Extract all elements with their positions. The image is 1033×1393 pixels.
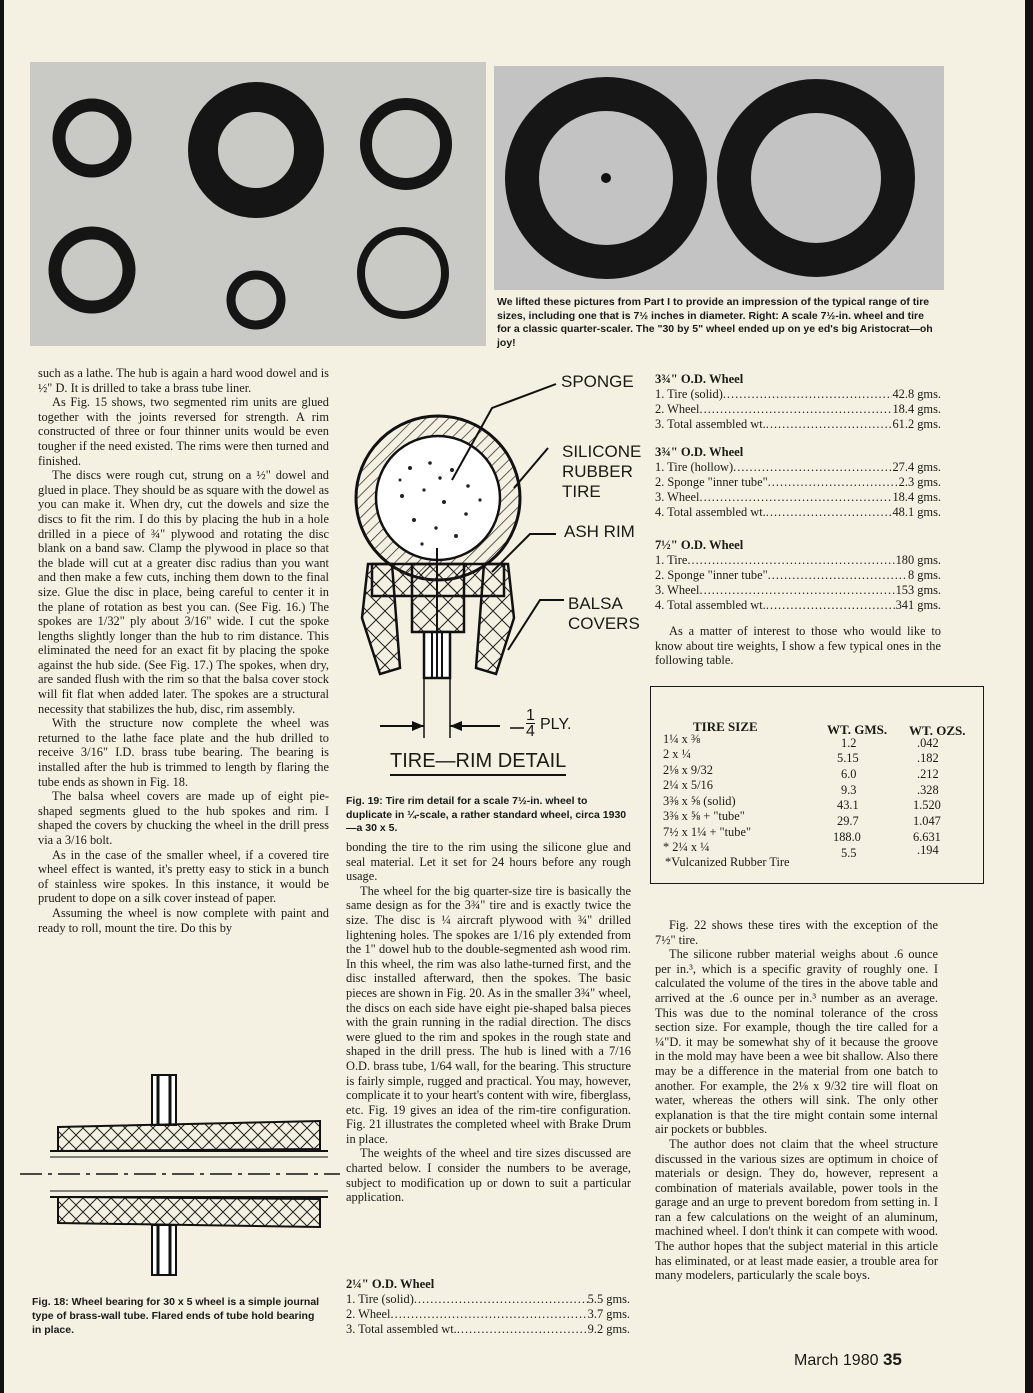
right-text-column xyxy=(655,918,938,1283)
fig19-title: TIRE—RIM DETAIL xyxy=(390,750,566,776)
tires-photo-left xyxy=(30,62,486,346)
weight-row xyxy=(655,490,941,505)
table-cell-size: 7½ x 1¼ + "tube" xyxy=(663,825,751,839)
weights-title: 3¾" O.D. Wheel xyxy=(655,372,744,386)
paragraph: Assuming the wheel is now complete with paint and ready to roll, mount the tire. Do this by xyxy=(38,905,329,935)
weight-label: 1. Tire (hollow) xyxy=(655,460,734,474)
weight-row xyxy=(655,583,941,598)
table-cell-ozs: 1.047 xyxy=(913,814,941,828)
leader-dots xyxy=(700,583,896,598)
table-cell-ozs: 1.520 xyxy=(913,798,941,812)
weights-2-25-wheel xyxy=(346,1277,630,1337)
fig19-label-sponge: SPONGE xyxy=(561,372,634,391)
table-header-tire-size: TIRE SIZE xyxy=(693,719,758,734)
fig19-label-silicone-line3: TIRE xyxy=(562,482,601,501)
paragraph: As a matter of interest to those who would like to know about tire weights, I show a few typical ones in the following table. xyxy=(655,624,941,668)
table-cell-gms: 9.3 xyxy=(841,783,857,797)
leader-dots xyxy=(700,402,893,417)
weight-label: 2. Sponge "inner tube" xyxy=(655,475,768,489)
leader-dots xyxy=(723,387,893,402)
weight-value: 18.4 gms. xyxy=(892,490,941,504)
tire-weights-table xyxy=(650,686,984,884)
weight-row xyxy=(655,387,941,402)
weights-3-75-hollow xyxy=(655,445,941,520)
fig18-drawing xyxy=(20,1065,340,1290)
table-header-wt-gms: WT. GMS. xyxy=(827,722,888,737)
fig19-ply-numerator: 1 xyxy=(526,707,535,724)
weight-value: 61.2 gms. xyxy=(892,417,941,431)
paragraph: The weights of the wheel and tire sizes discussed are charted below. I consider the numbers to be average, subject to modification up or down to suit a particular application. xyxy=(346,1146,631,1205)
paragraph: The silicone rubber material weighs about .6 ounce per in.³, which is a specific gravity of roughly one. I calculated the volume of the tires in the above table and arrived at the .6 ounce per in.³ number as an average. This was due to the nominal tolerance of the cross section size. For example, though the tire called for a ¼"D. it may be somewhat shy of it because the groove in the mold may have been a wee bit shallow. Also there may be a difference in the material from one batch to another. For example, the 2⅛ x 9/32 tire will float on water, whereas the others will sink. The only other explanation is that the tire might contain some internal air pockets or bubbles. xyxy=(655,947,938,1137)
weight-row xyxy=(346,1322,630,1337)
weight-label: 3. Total assembled wt. xyxy=(346,1322,457,1336)
weight-label: 2. Wheel xyxy=(346,1307,391,1321)
table-cell-gms: 1.2 xyxy=(841,736,857,750)
table-cell-gms: 6.0 xyxy=(841,767,857,781)
leader-dots xyxy=(687,553,895,568)
leader-dots xyxy=(391,1307,588,1322)
table-cell-gms: 29.7 xyxy=(837,814,859,828)
tire-table-body xyxy=(651,687,983,883)
table-cell-size: 2 x ¼ xyxy=(663,747,691,761)
weight-value: 9.2 gms. xyxy=(587,1322,630,1336)
leader-dots xyxy=(766,505,893,520)
weight-row xyxy=(655,460,941,475)
table-cell-size: 2⅛ x 9/32 xyxy=(663,763,713,777)
weight-label: 3. Wheel xyxy=(655,490,700,504)
weight-label: 1. Tire xyxy=(655,553,688,567)
table-cell-ozs: .182 xyxy=(917,751,939,765)
weight-row xyxy=(655,402,941,417)
page-number: 35 xyxy=(882,1350,902,1369)
weight-label: 4. Total assembled wt. xyxy=(655,598,766,612)
weight-label: 3. Total assembled wt. xyxy=(655,417,766,431)
fig18-caption: Fig. 18: Wheel bearing for 30 x 5 wheel is a simple journal type of brass-wall tube. Flared ends of tube hold bearing in place. xyxy=(32,1296,320,1336)
table-cell-ozs: .212 xyxy=(917,767,939,781)
table-cell-size: 3⅜ x ⅝ (solid) xyxy=(663,794,736,808)
weight-row xyxy=(655,475,941,490)
table-cell-gms: 5.5 xyxy=(841,846,857,860)
paragraph: The discs were rough cut, strung on a ½" dowel and glued in place. They should be as square with the dowel as you can make it. When dry, cut the dowels and size the discs to fit the rim. I do this by placing the hub in a hole drilled in a piece of ¾" plywood and rotating the disc blank on a band saw. Clamp the plywood in place so that the blade will cut at a greater disc radius than you want and then make a few cuts, inching them down to the final size. Glue the disc in place, being careful to center it in the plane of rotation as best you can. (See Fig. 16.) The spokes are 1/32" ply about 3/16" wide. I cut the spoke lengths slightly longer than the hub to rim distance. This eliminated the need for an exact fit by placing the spoke against the hub side. (See Fig. 17.) The spokes, when dry, are sanded flush with the rim so that the balsa cover stock will fit flat when added later. The spokes are a structural necessity that stabilizes the hub, disc, rim assembly. xyxy=(38,468,329,716)
fig19-ply-fraction xyxy=(526,708,535,739)
table-cell-size: 1¼ x ⅜ xyxy=(663,732,701,746)
fig19-label-balsa xyxy=(568,594,640,634)
weights-7-5-wheel xyxy=(655,538,941,613)
weights-title: 7½" O.D. Wheel xyxy=(655,538,744,552)
paragraph: bonding the tire to the rim using the silicone glue and seal material. Let it set for 24 hours before any rough usage. xyxy=(346,840,631,884)
weight-label: 1. Tire (solid) xyxy=(655,387,723,401)
weight-label: 2. Sponge "inner tube" xyxy=(655,568,768,582)
weights-title: 2¼" O.D. Wheel xyxy=(346,1277,435,1291)
leader-dots xyxy=(700,490,893,505)
weight-row xyxy=(655,553,941,568)
fig19-drawing xyxy=(340,368,645,788)
weight-value: 3.7 gms. xyxy=(587,1307,630,1321)
table-intro xyxy=(655,624,941,668)
weight-value: 153 gms. xyxy=(895,583,941,597)
page-footer xyxy=(794,1350,902,1370)
weights-title: 3¾" O.D. Wheel xyxy=(655,445,744,459)
fig19-label-silicone-line2: RUBBER xyxy=(562,462,633,481)
weight-row xyxy=(346,1292,630,1307)
weight-value: 8 gms. xyxy=(907,568,941,582)
left-text-column xyxy=(38,366,329,935)
table-cell-ozs: .328 xyxy=(917,783,939,797)
weight-row xyxy=(655,568,941,583)
wheel-photo-right xyxy=(494,66,944,290)
paragraph: Fig. 22 shows these tires with the exception of the 7½" tire. xyxy=(655,918,938,947)
weight-value: 27.4 gms. xyxy=(892,460,941,474)
table-cell-ozs: .194 xyxy=(917,843,939,857)
weight-label: 1. Tire (solid) xyxy=(346,1292,414,1306)
weight-value: 42.8 gms. xyxy=(892,387,941,401)
paragraph: The author does not claim that the wheel structure discussed in the various sizes are optimum in choice of materials or design. They do, however, represent a combination of materials available, power tools in the garage and an urge to prevent boredom from setting in. I ran a few calculations on the weight of an aluminum, machined wheel. I don't think it can compete with wood. The author hopes that the subject material in this article has eliminated, or at least made easier, a trouble area for many modelers, particularly the scale boys. xyxy=(655,1136,938,1283)
leader-dots xyxy=(766,598,896,613)
paragraph: With the structure now complete the wheel was returned to the lathe face plate and the hub drilled to receive 3/16" I.D. brass tube bearing. The bearing is installed after the hub is trimmed to length by flaring the tube ends as shown in Fig. 18. xyxy=(38,716,329,789)
weight-value: 180 gms. xyxy=(895,553,941,567)
fig19-label-ash-rim: ASH RIM xyxy=(564,522,635,541)
fig19-ply-denominator: 4 xyxy=(526,723,535,740)
middle-text-column xyxy=(346,840,631,1205)
table-cell-ozs: 6.631 xyxy=(913,830,941,844)
fig19-label-silicone xyxy=(562,442,641,502)
weight-row xyxy=(655,505,941,520)
table-cell-size: 2¼ x 5/16 xyxy=(663,778,713,792)
fig19-label-balsa-line1: BALSA xyxy=(568,594,623,613)
table-cell-size: * 2¼ x ¼ xyxy=(663,840,710,854)
paragraph: such as a lathe. The hub is again a hard wood dowel and is ½" D. It is drilled to take a brass tube liner. xyxy=(38,366,329,395)
fig19-label-balsa-line2: COVERS xyxy=(568,614,640,633)
table-cell-size: 3⅜ x ⅝ + "tube" xyxy=(663,809,745,823)
leader-dots xyxy=(768,568,908,583)
weight-label: 4. Total assembled wt. xyxy=(655,505,766,519)
weight-label: 3. Wheel xyxy=(655,583,700,597)
weight-label: 2. Wheel xyxy=(655,402,700,416)
leader-dots xyxy=(457,1322,588,1337)
paragraph: As in the case of the smaller wheel, if a covered tire wheel effect is wanted, it's pretty easy to stick in a bunch of stainless wire spokes. In this instance, it would be prudent to dope on a silk cover instead of paper. xyxy=(38,847,329,906)
weight-value: 18.4 gms. xyxy=(892,402,941,416)
weight-row xyxy=(346,1307,630,1322)
table-cell-gms: 43.1 xyxy=(837,798,859,812)
weight-row xyxy=(655,417,941,432)
paragraph: As Fig. 15 shows, two segmented rim units are glued together with the joints reversed for strength. A rim constructed of three or four thinner units would be even tougher if the need existed. The rims were then turned and finished. xyxy=(38,395,329,468)
leader-dots xyxy=(768,475,899,490)
weight-value: 5.5 gms. xyxy=(587,1292,630,1306)
weight-value: 48.1 gms. xyxy=(892,505,941,519)
weight-row xyxy=(655,598,941,613)
paragraph: The wheel for the big quarter-size tire is basically the same design as for the 3¾" tire and is exactly twice the size. The disc is ¼ aircraft plywood with ¾" drilled lightening holes. The spokes are 1/16 ply extended from the 1" dowel hub to the double-segmented ash wood rim. In this wheel, the rim was also lathe-turned first, and the disc installed afterward, then the spokes. The basic pieces are shown in Fig. 20. As in the smaller 3¾" wheel, the discs on each side have eight pie-shaped balsa pieces with the grain running in the radial direction. The discs were glued to the rim and spokes in the rough state and shaped in the drill press. The hub is lined with a 7/16 O.D. brass tube, 1/64 wall, for the bearing. This structure is fairly simple, rugged and practical. You may, however, complicate it to your heart's content with wire, fiberglass, etc. Fig. 19 gives an idea of the rim-tire configuration. Fig. 21 illustrates the completed wheel with Brake Drum in place. xyxy=(346,883,631,1146)
table-cell-gms: 5.15 xyxy=(837,751,859,765)
fig19-ply-label: PLY. xyxy=(540,716,572,733)
page-edge-left xyxy=(0,0,4,1393)
leader-dots xyxy=(766,417,893,432)
table-footnote: *Vulcanized Rubber Tire xyxy=(665,855,790,869)
table-header-wt-ozs: WT. OZS. xyxy=(909,723,966,738)
leader-dots xyxy=(733,460,892,475)
page-edge-right xyxy=(1025,0,1033,1393)
fig19-label-silicone-line1: SILICONE xyxy=(562,442,642,461)
issue-date: March 1980 xyxy=(794,1352,879,1369)
table-cell-ozs: .042 xyxy=(917,736,939,750)
leader-dots xyxy=(414,1292,588,1307)
weight-value: 2.3 gms. xyxy=(898,475,941,489)
weights-3-75-solid xyxy=(655,372,941,432)
weight-value: 341 gms. xyxy=(895,598,941,612)
fig19-caption: Fig. 19: Tire rim detail for a scale 7½-in. wheel to duplicate in ¼-scale, a rather standard wheel, circa 1930—a 30 x 5. xyxy=(346,795,627,834)
photo-caption: We lifted these pictures from Part I to provide an impression of the typical range of tire sizes, including one that is 7½ inches in diameter. Right: A scale 7½-in. wheel and tire for a classic quarter-scaler. The "30 by 5" wheel ended up on ye ed's big Aristocrat—oh joy! xyxy=(497,296,933,349)
paragraph: The balsa wheel covers are made up of eight pie-shaped segments glued to the hub spokes and rim. I shaped the covers by chucking the wheel in the drill press via a 3/16 bolt. xyxy=(38,789,329,847)
table-cell-gms: 188.0 xyxy=(833,830,861,844)
